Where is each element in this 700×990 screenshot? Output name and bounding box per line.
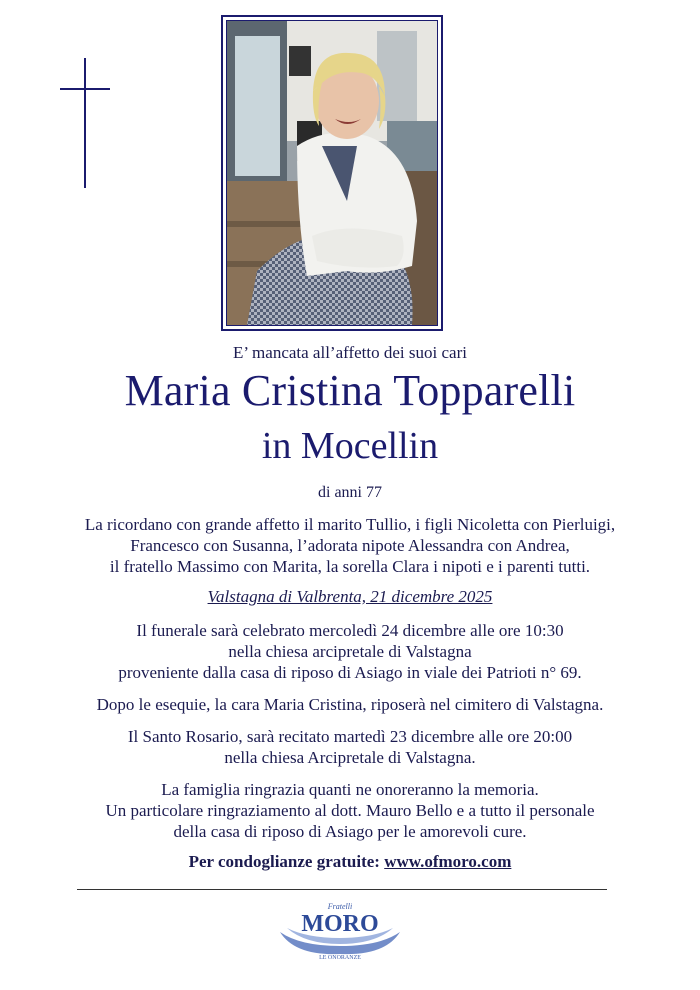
- family-line: il fratello Massimo con Marita, la sorella Clara i nipoti e i parenti tutti.: [109, 557, 591, 576]
- portrait-photo-frame: [221, 15, 443, 331]
- funeral-line: Il funerale sarà celebrato mercoledì 24 dicembre alle ore 10:30: [136, 621, 564, 640]
- logo-bottom-text: LE ONORANZE: [319, 955, 361, 960]
- thanks-line: Un particolare ringraziamento al dott. Mauro Bello e a tutto il personale: [105, 801, 595, 820]
- deceased-name: Maria Cristina Topparelli: [124, 366, 576, 415]
- rosary-info: [0, 726, 700, 768]
- rosary-line: Il Santo Rosario, sarà recitato martedì 23 dicembre alle ore 20:00: [127, 727, 573, 746]
- age-text: di anni 77: [318, 484, 382, 501]
- family-line: La ricordano con grande affetto il marito Tullio, i figli Nicoletta con Pierluigi,: [84, 515, 616, 534]
- condolences: [0, 852, 700, 872]
- thanks-info: [0, 779, 700, 842]
- family-announcement: [0, 514, 700, 577]
- portrait-photo: [226, 20, 438, 326]
- portrait-photo-image: [227, 21, 437, 325]
- intro-text: E’ mancata all’affetto dei suoi cari: [233, 343, 467, 362]
- divider-line: [77, 889, 607, 890]
- condolences-link[interactable]: www.ofmoro.com: [384, 852, 512, 871]
- funeral-line: proveniente dalla casa di riposo di Asiago in viale dei Patrioti n° 69.: [118, 663, 582, 682]
- rosary-line: nella chiesa Arcipretale di Valstagna.: [224, 748, 476, 767]
- thanks-line: della casa di riposo di Asiago per le amorevoli cure.: [173, 822, 527, 841]
- funeral-line: nella chiesa arcipretale di Valstagna: [228, 642, 472, 661]
- place-date: [0, 587, 700, 607]
- logo-mark: [275, 900, 405, 960]
- logo-top-text: Fratelli: [327, 902, 353, 911]
- deceased-married-name: in Mocellin: [261, 425, 439, 467]
- condolences-label: Per condoglianze gratuite:: [188, 852, 380, 871]
- logo-main-text: MORO: [301, 911, 379, 937]
- place-date-text: Valstagna di Valbrenta, 21 dicembre 2025: [207, 587, 493, 606]
- thanks-line: La famiglia ringrazia quanti ne onoreranno la memoria.: [161, 780, 539, 799]
- family-line: Francesco con Susanna, l’adorata nipote Alessandra con Andrea,: [130, 536, 570, 555]
- cross-icon: [60, 58, 110, 188]
- burial-info: Dopo le esequie, la cara Maria Cristina, riposerà nel cimitero di Valstagna.: [96, 695, 604, 714]
- funeral-info: [0, 620, 700, 683]
- funeral-home-logo: [275, 900, 405, 960]
